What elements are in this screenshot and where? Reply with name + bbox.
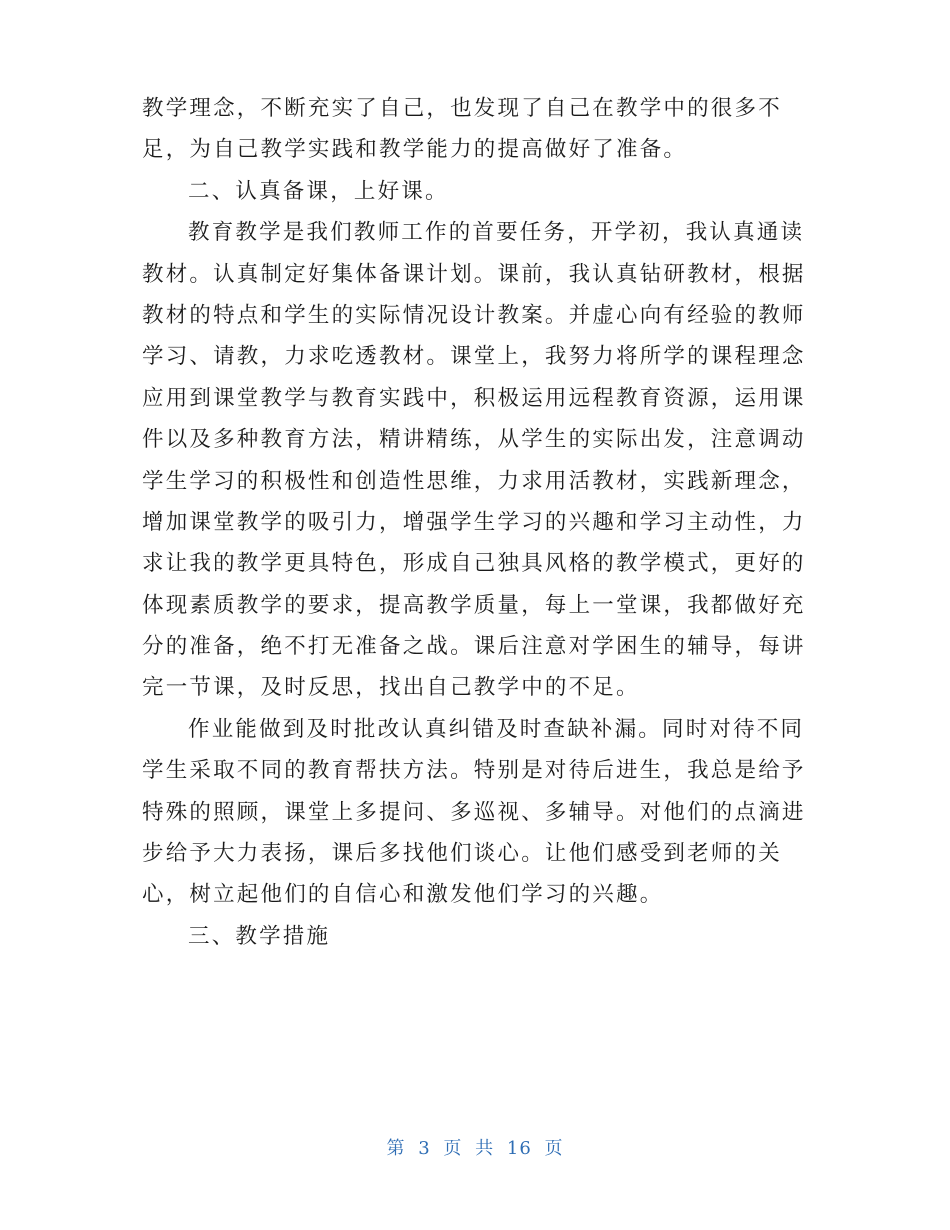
text-line: 教材的特点和学生的实际情况设计教案。并虚心向有经验的教师 (142, 302, 806, 328)
text-line: 完一节课，及时反思，找出自己教学中的不足。 (142, 675, 640, 701)
text-line: 教学理念，不断充实了自己，也发现了自己在教学中的很多不 (142, 96, 782, 121)
paragraph (142, 212, 806, 709)
text-line: 步给予大力表扬，课后多找他们谈心。让他们感受到老师的关 (142, 841, 782, 867)
text-line: 应用到课堂教学与教育实践中，积极运用远程教育资源，运用课 (142, 385, 806, 411)
text-line: 教材。认真制定好集体备课计划。课前，我认真钻研教材，根据 (142, 261, 806, 287)
text-line: 增加课堂教学的吸引力，增强学生学习的兴趣和学习主动性，力 (142, 509, 806, 535)
text-line: 体现素质教学的要求，提高教学质量，每上一堂课，我都做好充 (142, 592, 806, 618)
paragraph (142, 916, 794, 957)
text-line: 学习、请教，力求吃透教材。课堂上，我努力将所学的课程理念 (142, 344, 806, 370)
text-line: 二、认真备课，上好课。 (188, 178, 449, 204)
text-line: 求让我的教学更具特色，形成自己独具风格的教学模式，更好的 (142, 551, 806, 577)
page-footer (0, 1134, 950, 1160)
footer-current-page: 3 (418, 1138, 431, 1159)
paragraph (142, 171, 794, 212)
document-body (142, 88, 806, 957)
text-line: 三、教学措施 (188, 923, 331, 949)
footer-total-pages: 16 (506, 1138, 532, 1159)
text-line: 特殊的照顾，课堂上多提问、多巡视、多辅导。对他们的点滴进 (142, 799, 806, 825)
paragraph (142, 88, 794, 171)
text-line: 教育教学是我们教师工作的首要任务，开学初，我认真通读 (188, 220, 805, 246)
paragraph (142, 709, 806, 916)
text-line: 学生学习的积极性和创造性思维，力求用活教材，实践新理念， (142, 468, 806, 494)
footer-suffix: 页 (544, 1138, 564, 1159)
footer-page-word: 页 (443, 1138, 463, 1159)
text-line: 心，树立起他们的自信心和激发他们学习的兴趣。 (142, 882, 664, 908)
text-line: 学生采取不同的教育帮扶方法。特别是对待后进生，我总是给予 (142, 758, 806, 784)
text-line: 分的准备，绝不打无准备之战。课后注意对学困生的辅导，每讲 (142, 634, 806, 660)
text-line: 足，为自己教学实践和教学能力的提高做好了准备。 (142, 137, 688, 163)
text-line: 作业能做到及时批改认真纠错及时查缺补漏。同时对待不同 (188, 716, 805, 742)
footer-total-word: 共 (475, 1138, 495, 1159)
footer-prefix: 第 (386, 1138, 406, 1159)
text-line: 件以及多种教育方法，精讲精练，从学生的实际出发，注意调动 (142, 427, 806, 453)
